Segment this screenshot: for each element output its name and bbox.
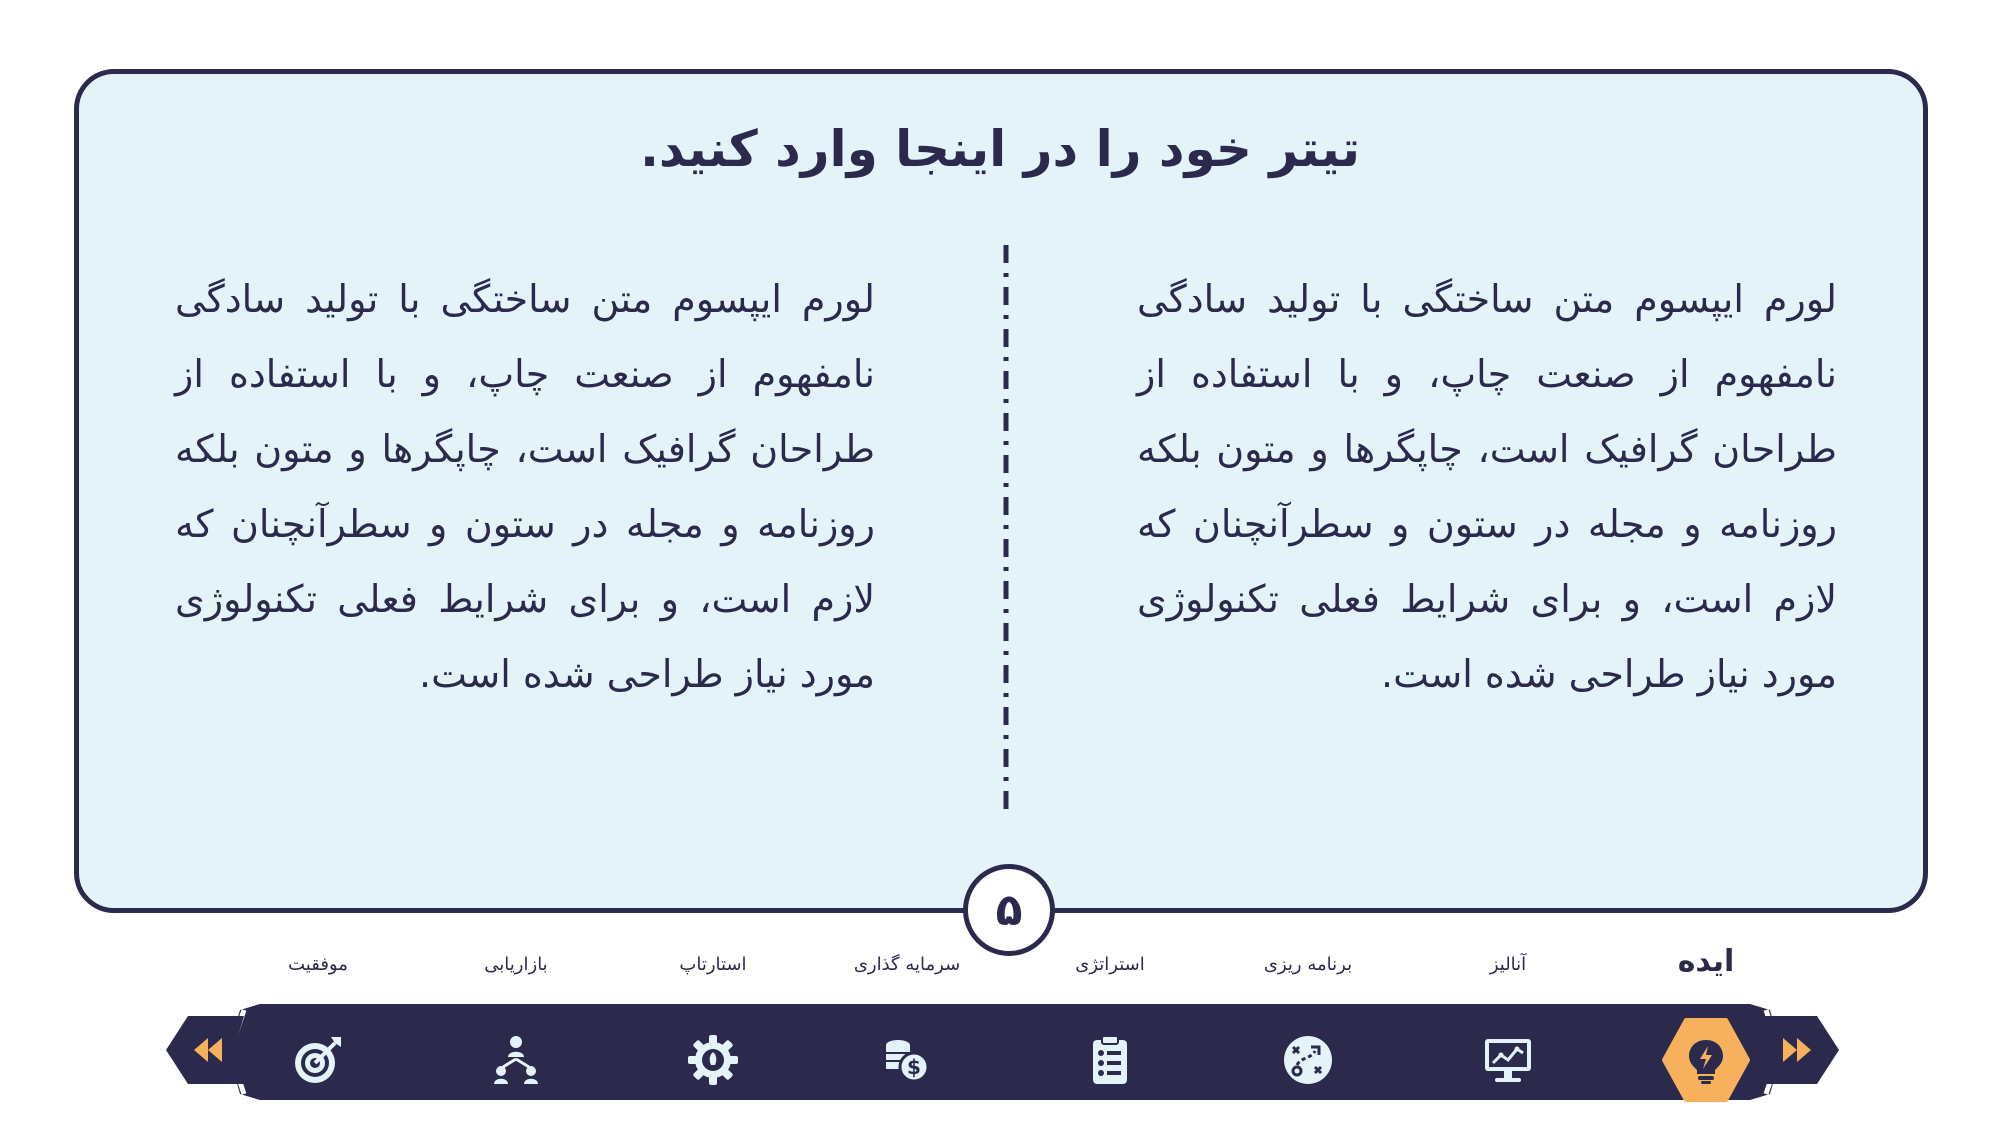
gear-rocket-icon (686, 1033, 740, 1087)
nav-item-startup[interactable] (671, 1018, 755, 1102)
coins-dollar-icon (880, 1033, 934, 1087)
prev-button[interactable] (164, 1010, 248, 1090)
slide-title: تیتر خود را در اینجا وارد کنید. (639, 120, 1361, 178)
lightbulb-icon (1680, 1034, 1732, 1086)
nav-item-analysis[interactable] (1466, 1018, 1550, 1102)
monitor-chart-icon (1481, 1033, 1535, 1087)
strategy-plan-icon (1281, 1033, 1335, 1087)
network-people-icon (489, 1033, 543, 1087)
nav-item-idea[interactable] (1664, 1018, 1748, 1102)
double-chevron-right-icon (1757, 1010, 1841, 1090)
nav-labels (0, 940, 2000, 980)
nav-label-strategy[interactable]: استراتژی (1075, 954, 1145, 975)
nav-bar (160, 1000, 1840, 1104)
nav-item-marketing[interactable] (474, 1018, 558, 1102)
text-column-right: لورم ایپسوم متن ساختگی با تولید سادگی نامفهوم از صنعت چاپ، و با استفاده از طراحان گرافیک است، چاپگرها و متون بلکه روزنامه و مجله در ستون و سطرآنچنان که لازم است، و برای شرایط فعلی تکنولوژی مورد نیاز طراحی شده است. (1137, 277, 1837, 696)
next-button[interactable] (1757, 1010, 1841, 1090)
nav-label-planning[interactable]: برنامه ریزی (1263, 954, 1353, 975)
page-number-badge: ۵ (963, 864, 1055, 956)
nav-item-planning[interactable] (1266, 1018, 1350, 1102)
nav-label-investment[interactable]: سرمایه گذاری (853, 954, 961, 975)
double-chevron-left-icon (164, 1010, 248, 1090)
text-column-left: لورم ایپسوم متن ساختگی با تولید سادگی نامفهوم از صنعت چاپ، و با استفاده از طراحان گرافیک است، چاپگرها و متون بلکه روزنامه و مجله در ستون و سطرآنچنان که لازم است، و برای شرایط فعلی تکنولوژی مورد نیاز طراحی شده است. (175, 277, 875, 696)
nav-item-success[interactable] (276, 1018, 360, 1102)
nav-label-startup[interactable]: استارتاپ (679, 954, 747, 975)
column-divider (1002, 245, 1010, 815)
nav-label-success[interactable]: موفقیت (288, 954, 348, 975)
nav-item-strategy[interactable] (1068, 1018, 1152, 1102)
svg-text:$: $ (907, 1055, 921, 1079)
target-arrow-icon (291, 1033, 345, 1087)
nav-label-analysis[interactable]: آنالیز (1489, 954, 1527, 975)
nav-item-investment[interactable] (865, 1018, 949, 1102)
clipboard-checklist-icon (1083, 1033, 1137, 1087)
nav-label-marketing[interactable]: بازاریابی (484, 954, 548, 975)
nav-label-idea[interactable]: ایده (1677, 944, 1735, 979)
